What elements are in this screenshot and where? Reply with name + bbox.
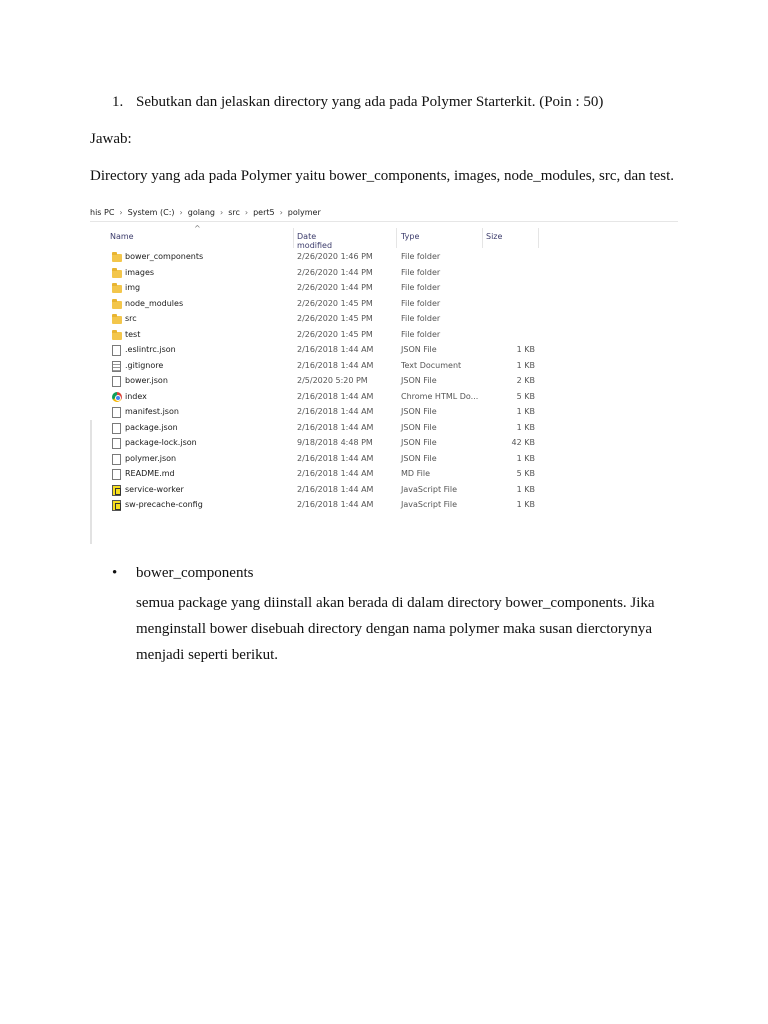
header-divider xyxy=(482,228,483,248)
sort-ascending-icon: ^ xyxy=(194,224,201,233)
question-number: 1. xyxy=(112,94,124,110)
file-date: 2/16/2018 1:44 AM xyxy=(297,469,374,478)
breadcrumb-separator-icon: › xyxy=(119,208,123,217)
file-name: README.md xyxy=(125,469,175,478)
file-name: package.json xyxy=(125,422,178,432)
file-size: 42 KB xyxy=(511,438,535,447)
file-icon xyxy=(112,454,121,465)
folder-icon xyxy=(112,332,122,340)
file-type: JSON File xyxy=(401,407,437,416)
file-row[interactable] xyxy=(110,421,550,437)
js-icon xyxy=(112,500,121,511)
bullet-icon: • xyxy=(112,565,118,581)
file-type: JavaScript File xyxy=(401,484,458,494)
file-row[interactable] xyxy=(110,359,550,375)
file-name: .gitignore xyxy=(125,360,164,370)
file-size: 1 KB xyxy=(516,360,535,370)
chrome-icon xyxy=(112,392,122,402)
text-file-icon xyxy=(112,361,121,372)
file-name: sw-precache-config xyxy=(125,500,203,509)
file-name: .eslintrc.json xyxy=(125,345,176,354)
file-size: 1 KB xyxy=(516,345,535,354)
file-date: 2/26/2020 1:44 PM xyxy=(297,267,373,277)
folder-icon xyxy=(112,301,122,309)
address-bar xyxy=(90,204,678,222)
question-item xyxy=(112,93,603,111)
file-name: manifest.json xyxy=(125,407,179,416)
file-date: 2/26/2020 1:45 PM xyxy=(297,314,373,323)
file-date: 2/16/2018 1:44 AM xyxy=(297,407,374,416)
file-name: node_modules xyxy=(125,298,184,308)
file-row[interactable] xyxy=(110,390,550,406)
file-type: Text Document xyxy=(401,360,462,370)
file-date: 2/16/2018 1:44 AM xyxy=(297,391,374,401)
file-name: service-worker xyxy=(125,484,184,494)
file-date: 2/16/2018 1:44 AM xyxy=(297,484,374,494)
breadcrumb-4: pert5 xyxy=(253,208,275,217)
folder-icon xyxy=(112,285,122,293)
file-date: 2/26/2020 1:45 PM xyxy=(297,329,373,339)
folder-icon xyxy=(112,270,122,278)
file-size: 1 KB xyxy=(516,453,535,463)
header-type: Type xyxy=(401,232,420,241)
file-row[interactable] xyxy=(110,250,550,266)
file-type: JSON File xyxy=(401,345,437,354)
header-date: Date modified xyxy=(297,232,333,250)
file-row[interactable] xyxy=(110,452,550,468)
file-type: JavaScript File xyxy=(401,500,458,509)
file-row[interactable] xyxy=(110,483,550,499)
file-size: 2 KB xyxy=(516,376,535,385)
breadcrumb-3: src xyxy=(228,208,240,217)
file-row[interactable] xyxy=(110,266,550,282)
file-size: 1 KB xyxy=(516,422,535,432)
file-name: src xyxy=(125,314,137,323)
file-date: 2/16/2018 1:44 AM xyxy=(297,422,374,432)
header-divider xyxy=(538,228,539,248)
file-date: 2/26/2020 1:46 PM xyxy=(297,252,373,261)
file-type: File folder xyxy=(401,314,441,323)
file-icon xyxy=(112,469,121,480)
file-date: 2/26/2020 1:45 PM xyxy=(297,298,373,308)
answer-label: Jawab: xyxy=(90,131,132,147)
breadcrumb-separator-icon: › xyxy=(279,208,283,217)
file-name: images xyxy=(125,267,155,277)
file-row[interactable] xyxy=(110,436,550,452)
file-type: File folder xyxy=(401,267,441,277)
breadcrumb-0: his PC xyxy=(90,208,115,217)
file-row[interactable] xyxy=(110,498,550,514)
file-date: 9/18/2018 4:48 PM xyxy=(297,438,373,447)
file-type: JSON File xyxy=(401,438,437,447)
left-rail-divider xyxy=(90,420,92,544)
bullet-title: bower_components xyxy=(136,565,254,581)
js-icon xyxy=(112,485,121,496)
file-name: index xyxy=(125,391,147,401)
folder-icon xyxy=(112,254,122,262)
file-type: File folder xyxy=(401,252,441,261)
file-icon xyxy=(112,423,121,434)
file-type: File folder xyxy=(401,283,441,292)
file-name: bower_components xyxy=(125,252,204,261)
file-size: 1 KB xyxy=(516,484,535,494)
file-row[interactable] xyxy=(110,297,550,313)
file-row[interactable] xyxy=(110,343,550,359)
file-icon xyxy=(112,407,121,418)
file-row[interactable] xyxy=(110,281,550,297)
breadcrumb-separator-icon: › xyxy=(244,208,249,217)
file-date: 2/16/2018 1:44 AM xyxy=(297,360,374,370)
file-type: MD File xyxy=(401,469,430,478)
file-type: JSON File xyxy=(401,453,437,463)
breadcrumb-5: polymer xyxy=(287,208,321,217)
file-date: 2/26/2020 1:44 PM xyxy=(297,283,373,292)
file-type: Chrome HTML Do... xyxy=(401,391,479,401)
question-text: Sebutkan dan jelaskan directory yang ada pada Polymer Starterkit. (Poin : 50) xyxy=(136,94,604,110)
file-row[interactable] xyxy=(110,467,550,483)
file-size: 5 KB xyxy=(516,469,535,478)
file-icon xyxy=(112,438,121,449)
file-date: 2/5/2020 5:20 PM xyxy=(297,376,368,385)
breadcrumb-1: System (C:) xyxy=(127,208,175,217)
folder-icon xyxy=(112,316,122,324)
file-row[interactable] xyxy=(110,405,550,421)
file-type: JSON File xyxy=(401,422,437,432)
header-name: Name xyxy=(110,232,134,241)
explorer-screenshot xyxy=(90,204,678,544)
file-name: bower.json xyxy=(125,376,168,385)
file-name: package-lock.json xyxy=(125,438,197,447)
header-size: Size xyxy=(486,232,503,241)
file-date: 2/16/2018 1:44 AM xyxy=(297,500,374,509)
file-icon xyxy=(112,345,121,356)
file-row[interactable] xyxy=(110,328,550,344)
breadcrumb-separator-icon: › xyxy=(179,208,183,217)
answer-text: Directory yang ada pada Polymer yaitu bower_components, images, node_modules, src, dan test. xyxy=(90,168,675,184)
file-date: 2/16/2018 1:44 AM xyxy=(297,453,374,463)
file-size: 5 KB xyxy=(516,391,535,401)
file-date: 2/16/2018 1:44 AM xyxy=(297,345,374,354)
file-name: polymer.json xyxy=(125,453,177,463)
file-icon xyxy=(112,376,121,387)
bullet-paragraph: semua package yang diinstall akan berada di dalam directory bower_components. Jika menginstall bower disebuah directory dengan nama polymer maka susan dierctorynya menjadi seperti berikut. xyxy=(136,595,655,663)
breadcrumb-separator-icon: › xyxy=(219,208,224,217)
breadcrumb-2: golang xyxy=(187,208,215,217)
file-size: 1 KB xyxy=(516,500,535,509)
file-row[interactable] xyxy=(110,312,550,328)
file-type: File folder xyxy=(401,298,441,308)
file-size: 1 KB xyxy=(516,407,535,416)
header-divider xyxy=(293,228,294,248)
file-row[interactable] xyxy=(110,374,550,390)
file-name: img xyxy=(125,283,141,292)
file-type: JSON File xyxy=(401,376,437,385)
header-divider xyxy=(396,228,397,248)
file-type: File folder xyxy=(401,329,441,339)
file-name: test xyxy=(125,329,141,339)
bullet-item xyxy=(112,564,253,582)
